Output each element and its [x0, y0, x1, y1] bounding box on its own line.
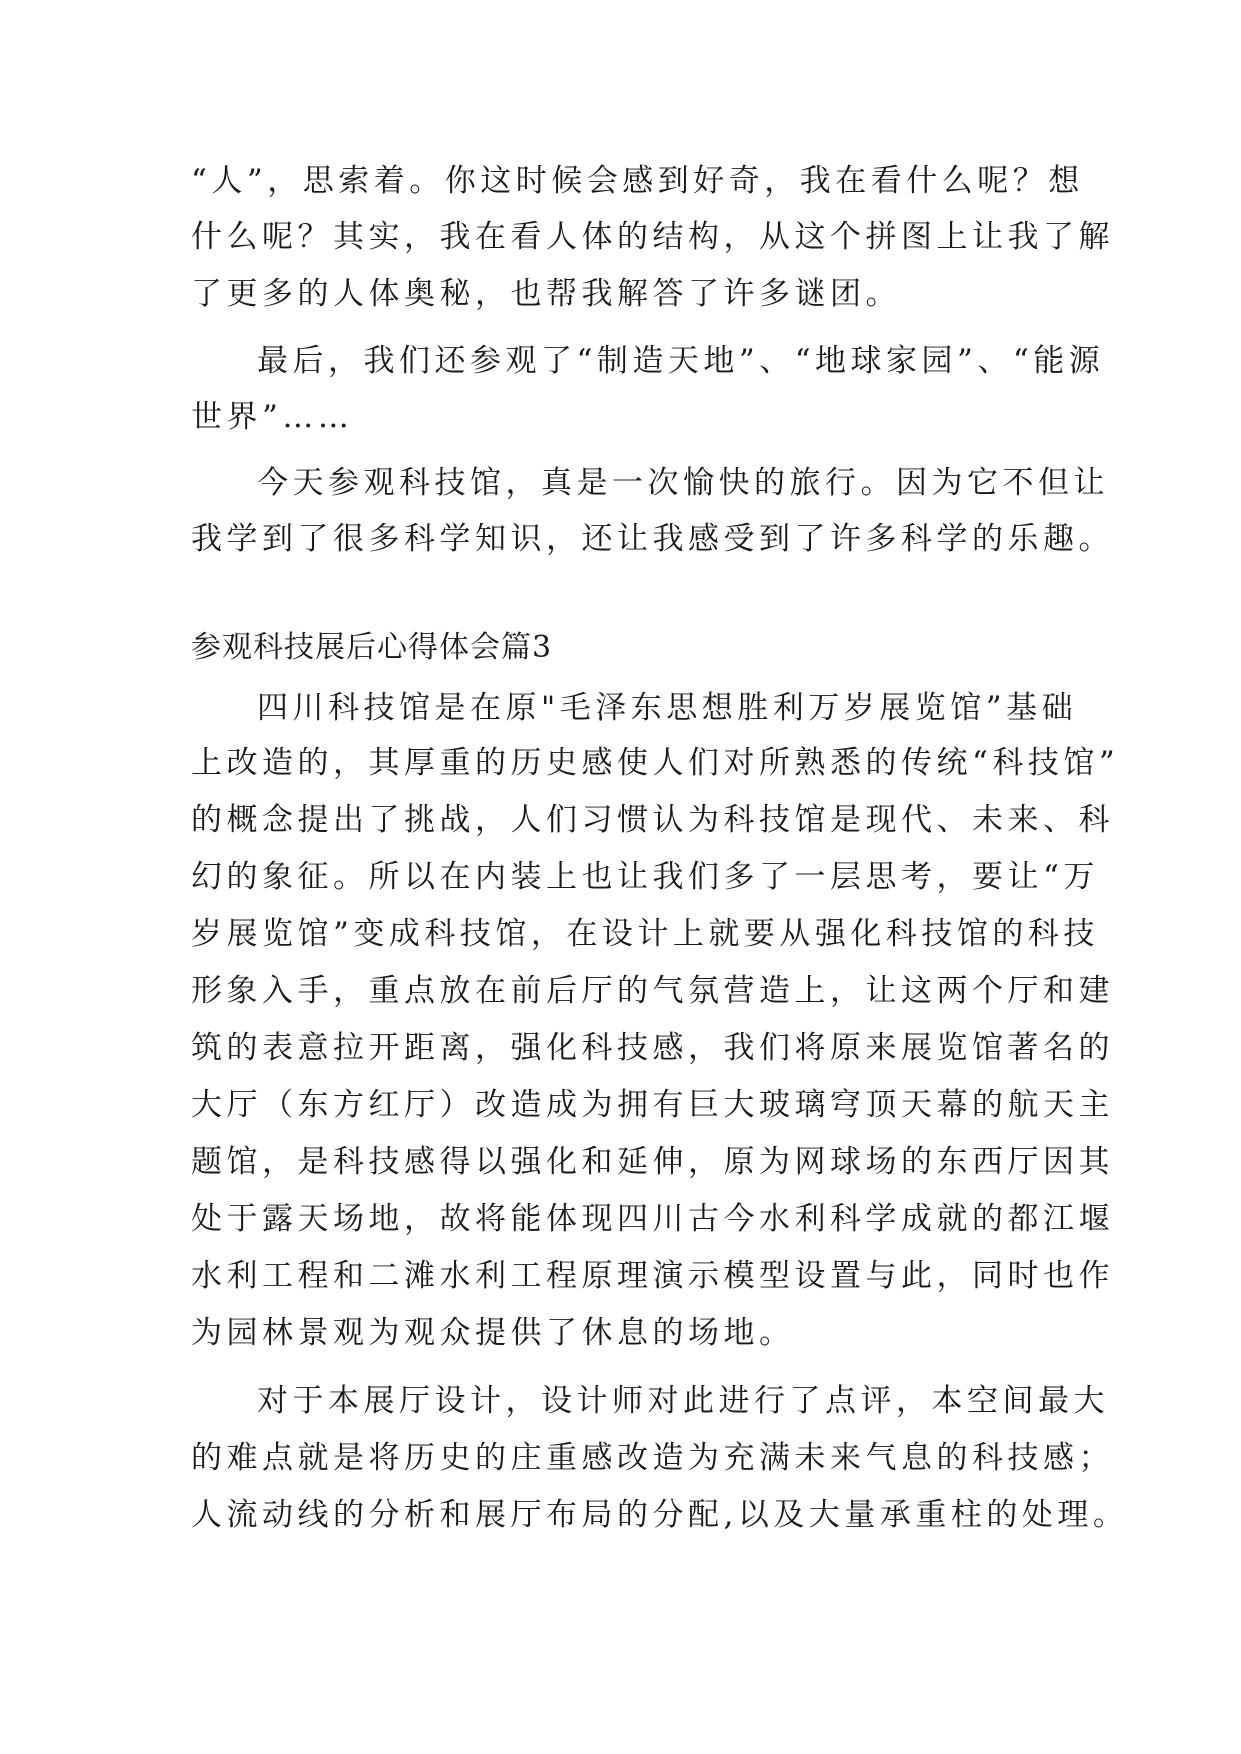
text-line: 处于露天场地，故将能体现四川古今水利科学成就的都江堰	[191, 1201, 1114, 1237]
text-line: 人流动线的分析和展厅布局的分配,以及大量承重柱的处理。	[191, 1497, 1129, 1533]
text-line: 世界”……	[191, 399, 354, 435]
text-line: 对于本展厅设计，设计师对此进行了点评，本空间最大	[257, 1383, 1109, 1419]
text-line: 的概念提出了挑战，人们习惯认为科技馆是现代、未来、科	[191, 802, 1114, 838]
text-line: 什么呢？其实，我在看人体的结构，从这个拼图上让我了解	[191, 219, 1114, 255]
text-line: 筑的表意拉开距离，强化科技感，我们将原来展览馆著名的	[191, 1030, 1114, 1066]
text-line: 岁展览馆”变成科技馆，在设计上就要从强化科技馆的科技	[191, 916, 1099, 952]
text-line: 了更多的人体奥秘，也帮我解答了许多谜团。	[191, 276, 901, 312]
text-line: 大厅（东方红厅）改造成为拥有巨大玻璃穹顶天幕的航天主	[191, 1087, 1114, 1123]
section-heading: 参观科技展后心得体会篇3	[191, 630, 553, 665]
text-line: 幻的象征。所以在内装上也让我们多了一层思考，要让“万	[191, 859, 1099, 895]
text-line: 上改造的，其厚重的历史感使人们对所熟悉的传统“科技馆”	[191, 745, 1120, 781]
text-line: 水利工程和二滩水利工程原理演示模型设置与此，同时也作	[191, 1258, 1114, 1294]
text-line: 的难点就是将历史的庄重感改造为充满未来气息的科技感；	[191, 1440, 1114, 1476]
text-line: 我学到了很多科学知识，还让我感受到了许多科学的乐趣。	[191, 521, 1114, 557]
text-line: 最后，我们还参观了“制造天地”、“地球家园”、“能源	[257, 343, 1105, 379]
text-line: 四川科技馆是在原"毛泽东思想胜利万岁展览馆”基础	[257, 690, 1078, 726]
text-line: 形象入手，重点放在前后厅的气氛营造上，让这两个厅和建	[191, 973, 1114, 1009]
text-line: 为园林景观为观众提供了休息的场地。	[191, 1315, 795, 1351]
text-line: “人”，思索着。你这时候会感到好奇，我在看什么呢？想	[191, 163, 1084, 199]
text-line: 今天参观科技馆，真是一次愉快的旅行。因为它不但让	[257, 465, 1109, 501]
text-line: 题馆，是科技感得以强化和延伸，原为网球场的东西厅因其	[191, 1144, 1114, 1180]
